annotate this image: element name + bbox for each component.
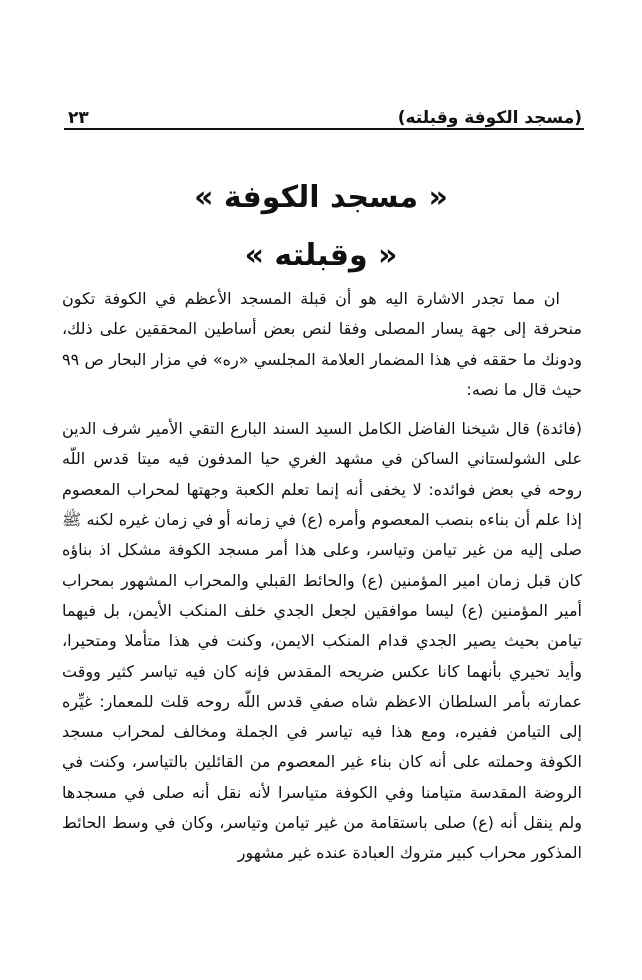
chapter-subtitle: « وقبلته » (244, 238, 398, 273)
page-number: ٢٣ (68, 108, 89, 128)
paragraph-intro: ان مما تجدر الاشارة اليه هو أن قبلة المسجد الأعظم في الكوفة تكون منحرفة إلى جهة يسار المصلى وفقا لنص بعض أساطين المحققين على ذلك، ودونك ما حققه في هذا المضمار العلامة المجلسي «ره» في مزار البحار ص ٩٩ حيث قال ما نصه: (62, 289, 582, 399)
header-rule (64, 128, 584, 130)
running-title: (مسجد الكوفة وقبلته) (397, 108, 582, 128)
running-header (68, 100, 582, 128)
paragraph-quotation: (فائدة) قال شيخنا الفاضل الكامل السيد السند البارع التقي الأمير شرف الدين على الشولستاني الساكن في مشهد الغري حيا المدفون فيه ميتا قدس اللّه روحه في بعض فوائده: لا يخفى أنه إنما تعلم الكعبة وجهتها لمحراب المعصوم إذا علم أن بناءه بنصب المعصوم وأمره (ع) في زمانه أو في زمان غيره لكنه ﷺ صلى إليه من غير تيامن وتياسر، وعلى هذا أمر مسجد الكوفة مشكل اذ بناؤه كان قبل زمان امير المؤمنين (ع) والحائط القبلي والمحراب المشهور بمحراب أمير المؤمنين (ع) ليسا موافقين لجعل الجدي خلف المنكب الأيمن، بل فيهما تيامن بحيث يصير الجدي قدام المنكب الايمن، وكنت في هذا متأملا ومتحيرا، وأيد تحيري بأنهما كانا عكس ضريحه المقدس فإنه كان فيه تياسر كثير ووقت عمارته بأمر السلطان الاعظم شاه صفي قدس اللّه روحه قلت للمعمار: غيِّره إلى التيامن ففيره، ومع هذا فيه تياسر في الجملة ومخالف لمحراب مسجد الكوفة وحملته على أنه كان بناء غير المعصوم من القائلين بالتياسر، وكنت في الروضة المقدسة متيامنا وفي الكوفة متياسرا لأنه نقل أنه صلى في مسجدها ولم ينقل أنه (ع) صلى باستقامة من غير تيامن وتياسر، وكان في وسط الحائط المذكور محراب كبير متروك العبادة عنده غير مشهور (62, 419, 582, 863)
chapter-title: « مسجد الكوفة » (194, 180, 448, 215)
body-text (62, 284, 582, 869)
